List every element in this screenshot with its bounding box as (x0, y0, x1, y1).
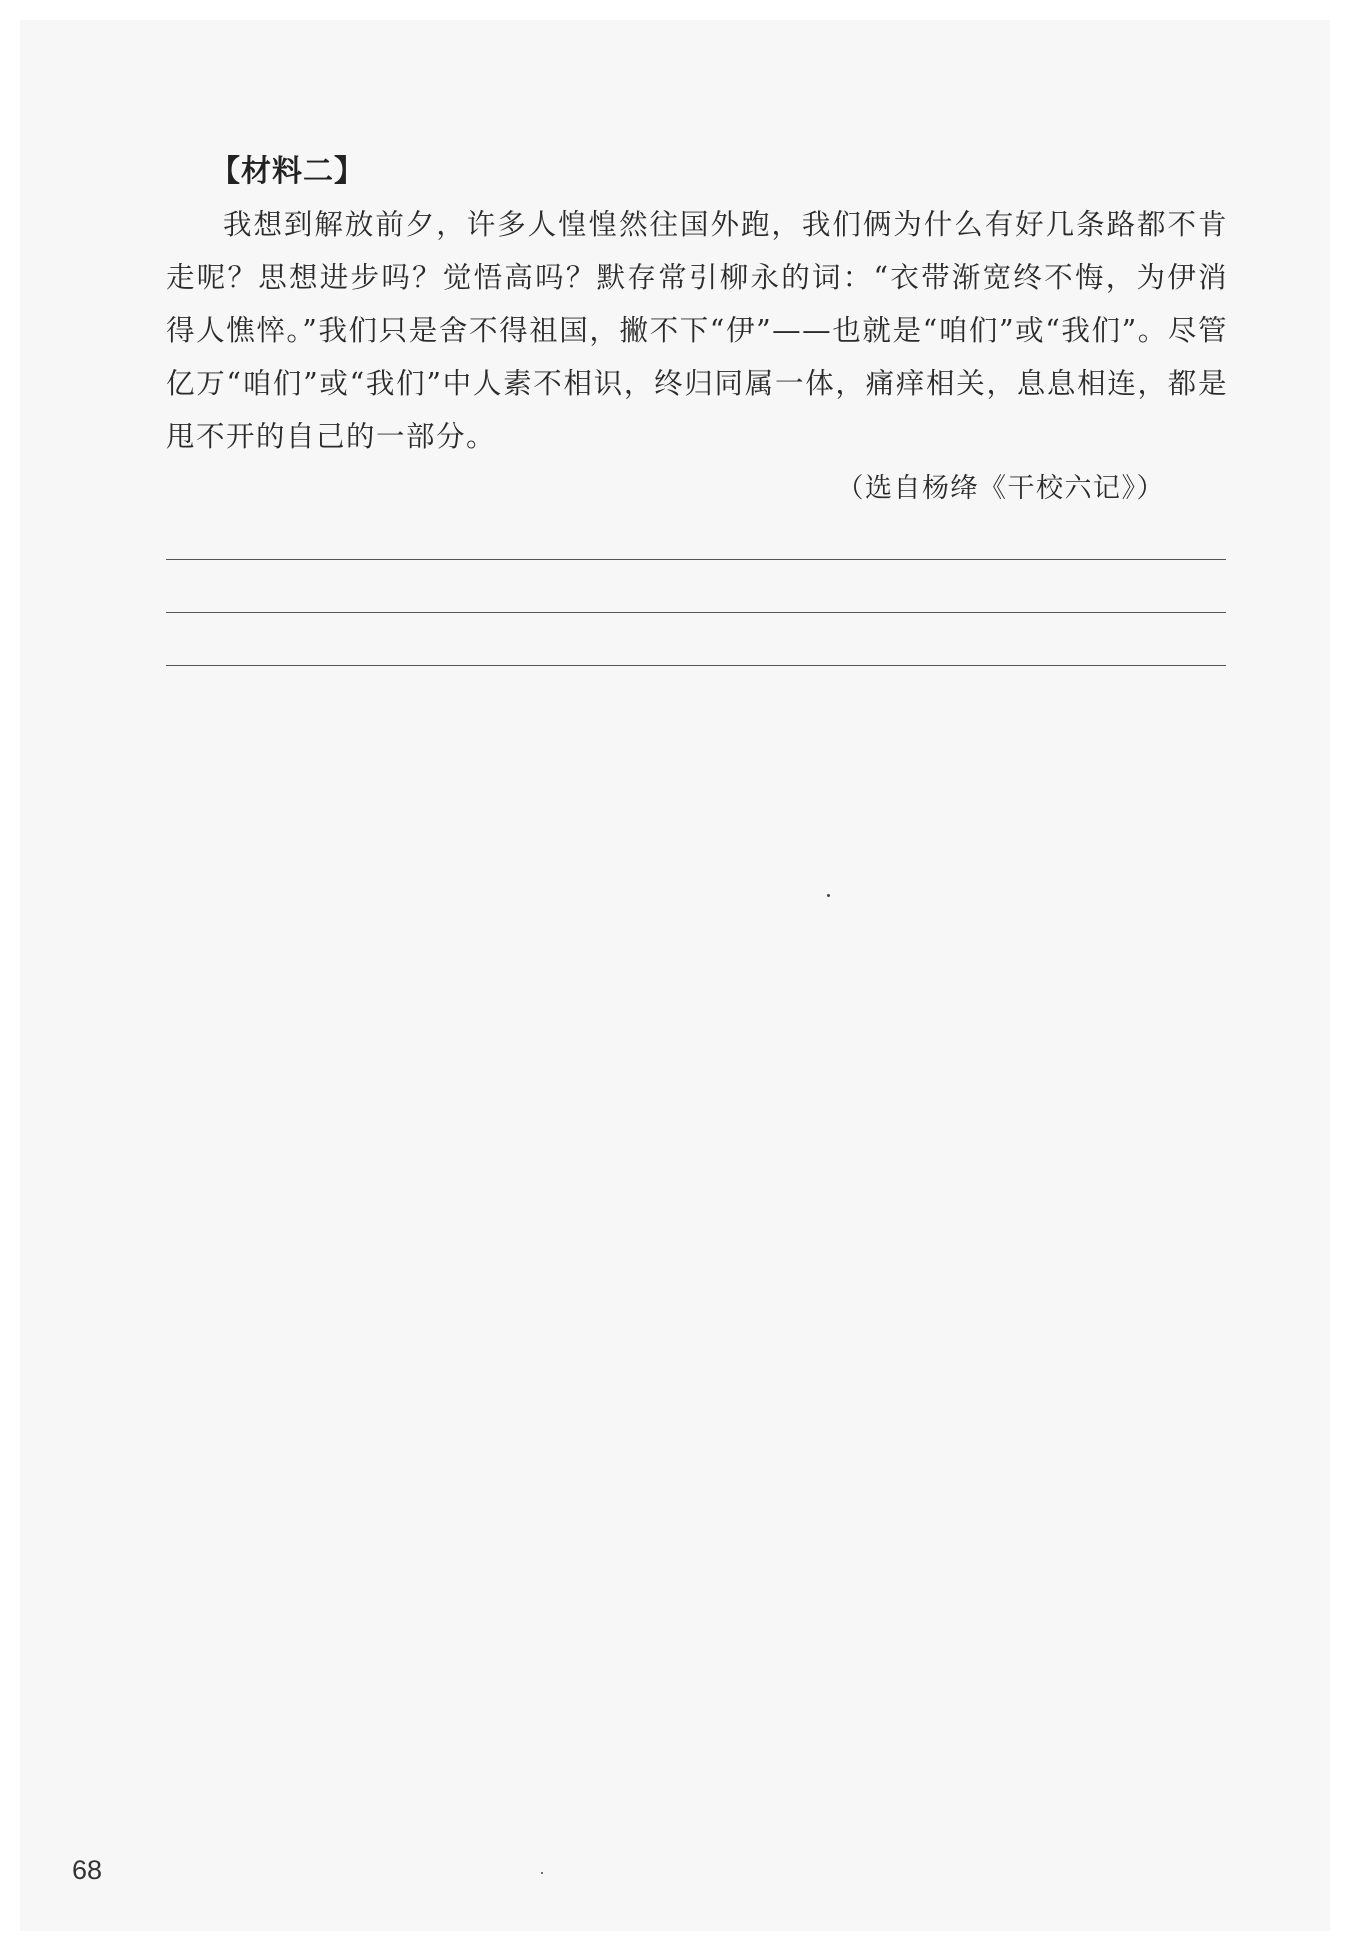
section-title: 【材料二】 (210, 154, 365, 189)
answer-line[interactable] (166, 612, 1226, 613)
passage-text: 我想到解放前夕，许多人惶惶然往国外跑，我们俩为什么有好几条路都不肯走呢？思想进步吗？觉悟高吗？默存常引柳永的词：“衣带渐宽终不悔，为伊消得人憔悴。”我们只是舍不得祖国，撇不下“伊”——也就是“咱们”或“我们”。尽管亿万“咱们”或“我们”中人素不相识，终归同属一体，痛痒相关，息息相连，都是甩不开的自己的一部分。 (166, 208, 1228, 453)
passage-source: （选自杨绛《干校六记》） (836, 473, 1165, 504)
answer-line[interactable] (166, 559, 1226, 560)
page-number: 68 (72, 1855, 103, 1885)
answer-line[interactable] (166, 665, 1226, 666)
paper-speck (541, 1872, 543, 1874)
paper-speck (827, 894, 830, 897)
